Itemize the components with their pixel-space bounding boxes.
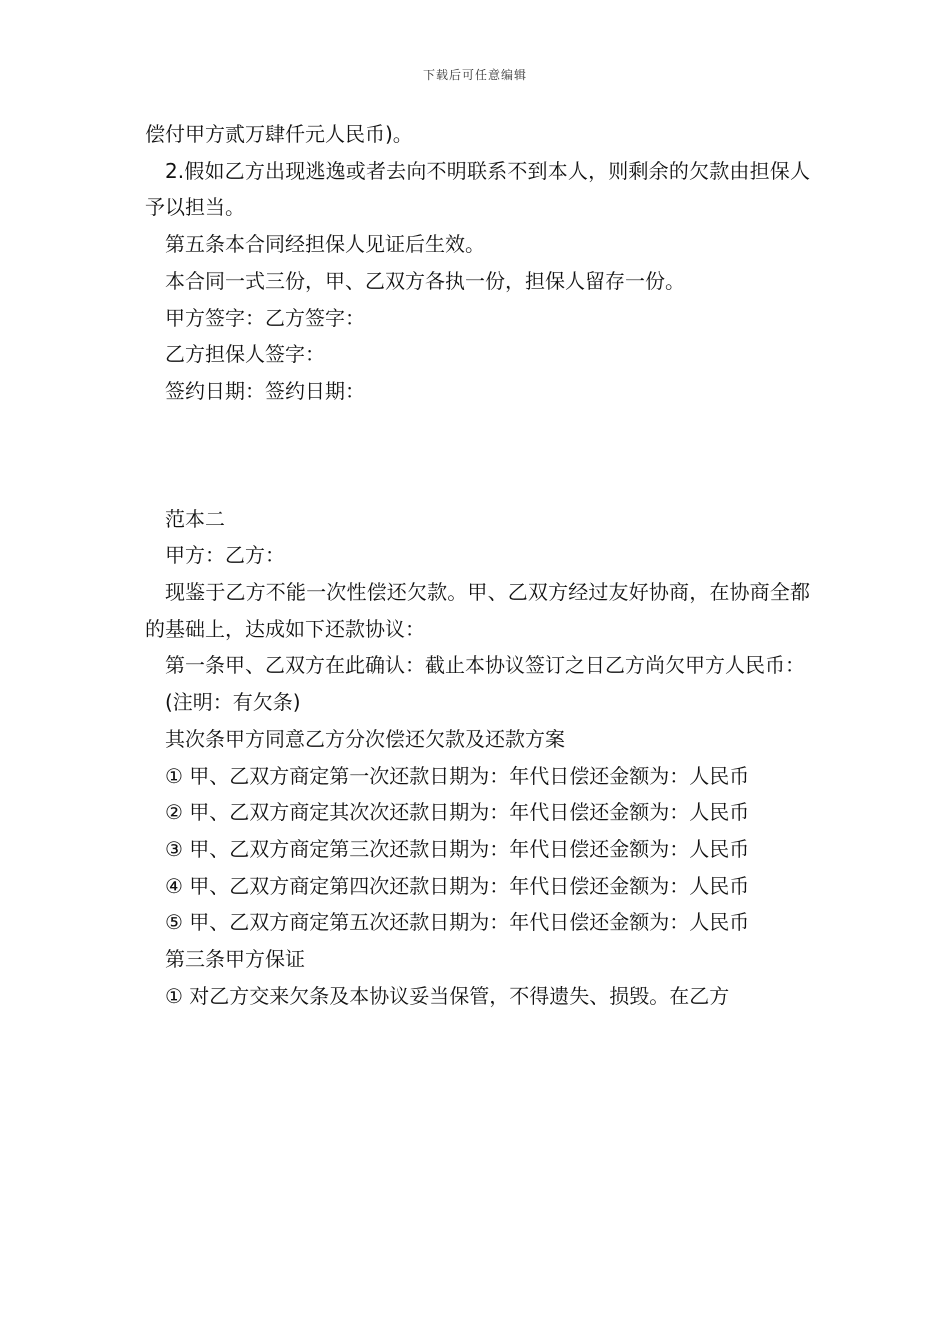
- paragraph: 第一条甲、乙双方在此确认：截止本协议签订之日乙方尚欠甲方人民币：: [165, 653, 805, 678]
- signature-line: 甲方签字：乙方签字：: [165, 305, 365, 330]
- paragraph: 2.假如乙方出现逃逸或者去向不明联系不到本人，则剩余的欠款由担保人予以担当。: [145, 158, 810, 220]
- paragraph: ① 对乙方交来欠条及本协议妥当保管，不得遗失、损毁。在乙方: [165, 983, 730, 1008]
- paragraph: 第五条本合同经担保人见证后生效。: [165, 232, 485, 257]
- repayment-item: ① 甲、乙双方商定第一次还款日期为：年代日偿还金额为：人民币: [165, 763, 750, 788]
- note-line: (注明：有欠条): [165, 690, 301, 715]
- parties-line: 甲方：乙方：: [165, 543, 285, 568]
- repayment-item: ③ 甲、乙双方商定第三次还款日期为：年代日偿还金额为：人民币: [165, 836, 750, 861]
- document-body: [145, 116, 810, 1014]
- paragraph: 现鉴于乙方不能一次性偿还欠款。甲、乙双方经过友好协商，在协商全都的基础上，达成如下还款协议：: [145, 580, 810, 641]
- paragraph: 偿付甲方贰万肆仟元人民币)。: [145, 122, 413, 146]
- section-spacer: [145, 410, 810, 501]
- section-title: 范本二: [165, 506, 225, 531]
- guarantor-signature-line: 乙方担保人签字：: [165, 342, 325, 367]
- repayment-item: ② 甲、乙双方商定其次次还款日期为：年代日偿还金额为：人民币: [165, 800, 750, 825]
- paragraph: 本合同一式三份，甲、乙双方各执一份，担保人留存一份。: [165, 268, 685, 293]
- paragraph: 其次条甲方同意乙方分次偿还欠款及还款方案: [165, 726, 565, 751]
- date-line: 签约日期：签约日期：: [165, 378, 365, 403]
- repayment-item: ⑤ 甲、乙双方商定第五次还款日期为：年代日偿还金额为：人民币: [165, 910, 750, 935]
- repayment-item: ④ 甲、乙双方商定第四次还款日期为：年代日偿还金额为：人民币: [165, 873, 750, 898]
- page-header: 下载后可任意编辑: [422, 68, 527, 82]
- paragraph: 第三条甲方保证: [165, 947, 305, 972]
